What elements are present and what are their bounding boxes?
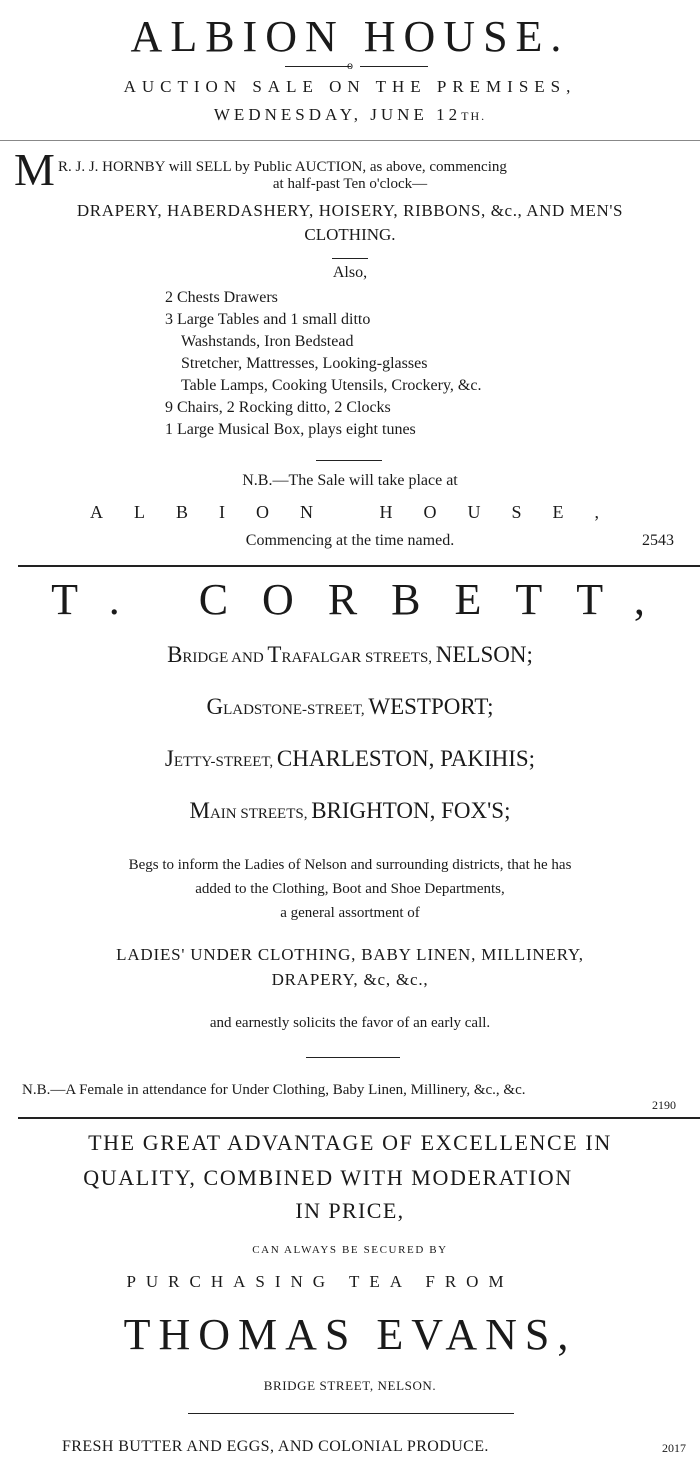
corbett-goods-line1: LADIES' UNDER CLOTHING, BABY LINEN, MILLINERY, [116, 945, 584, 964]
ad1-reference-number: 2543 [642, 532, 674, 549]
sale-date-suffix: TH. [461, 109, 487, 123]
loc1-cap1: B [167, 642, 183, 667]
item-3: Washstands, Iron Bedstead [181, 333, 354, 350]
auction-sale-subtitle: AUCTION SALE ON THE PREMISES, [123, 77, 577, 96]
location-charleston [0, 744, 700, 777]
corbett-nb-rule [306, 1057, 400, 1058]
evans-secured: CAN ALWAYS BE SECURED BY [252, 1244, 448, 1256]
small-rule [332, 258, 368, 259]
loc1-big: NELSON; [435, 642, 533, 667]
location-westport [0, 692, 700, 725]
ad2-reference-number: 2190 [652, 1098, 676, 1112]
loc4-cap: M [189, 798, 210, 823]
auction-body-line1: R. J. J. HORNBY will SELL by Public AUCTION, as above, commencing [58, 159, 507, 175]
corbett-solicit: and earnestly solicits the favor of an early call. [209, 1015, 491, 1031]
loc3-cap: J [164, 746, 174, 771]
loc3-sc: ETTY-STREET, [173, 754, 277, 770]
ornament-rule-right [360, 66, 428, 67]
evans-purchasing: PURCHASING TEA FROM [126, 1272, 514, 1291]
corbett-nb: N.B.—A Female in attendance for Under Clothing, Baby Linen, Millinery, &c., &c. [22, 1082, 526, 1098]
evans-rule [188, 1413, 514, 1414]
item-1: 2 Chests Drawers [165, 289, 278, 306]
evans-headline-2: QUALITY, COMBINED WITH MODERATION [83, 1165, 573, 1190]
venue-name: ALBION HOUSE, [90, 502, 630, 522]
thomas-evans-name: THOMAS EVANS, [123, 1310, 577, 1359]
albion-house-title: ALBION HOUSE. [130, 12, 570, 61]
loc1-sc2: RAFALGAR STREETS, [281, 650, 436, 666]
ad3-reference-number: 2017 [662, 1441, 686, 1455]
corbett-body-line1: Begs to inform the Ladies of Nelson and surrounding districts, that he has [128, 857, 572, 873]
auction-body-line2: at half-past Ten o'clock— [272, 176, 428, 192]
commencing-note: Commencing at the time named. [245, 532, 455, 549]
evans-headline-3: IN PRICE, [295, 1198, 405, 1223]
loc2-sc: LADSTONE-STREET, [223, 702, 369, 718]
evans-headline-1: THE GREAT ADVANTAGE OF EXCELLENCE IN [88, 1130, 612, 1155]
loc2-cap: G [206, 694, 224, 719]
loc4-big: BRIGHTON, FOX'S; [311, 798, 511, 823]
location-brighton [0, 796, 700, 829]
divider-2 [18, 1117, 700, 1119]
item-7: 1 Large Musical Box, plays eight tunes [165, 421, 416, 438]
item-2: 3 Large Tables and 1 small ditto [165, 311, 371, 328]
loc3-big: CHARLESTON, PAKIHIS; [276, 746, 536, 771]
nb-rule [316, 460, 382, 461]
loc4-sc: AIN STREETS, [209, 806, 312, 822]
goods-line2: CLOTHING. [304, 225, 396, 244]
corbett-title: T. CORBETT, [51, 575, 679, 624]
loc2-big: WESTPORT; [368, 694, 494, 719]
ornament: o [347, 58, 353, 72]
evans-produce: FRESH BUTTER AND EGGS, AND COLONIAL PRODUCE. [62, 1438, 489, 1455]
drop-cap: M [14, 144, 55, 195]
sale-date-main: WEDNESDAY, JUNE 12 [213, 105, 462, 124]
corbett-body-line2: added to the Clothing, Boot and Shoe Departments, [195, 881, 505, 897]
item-5: Table Lamps, Cooking Utensils, Crockery, &c. [181, 377, 482, 394]
location-nelson [0, 640, 700, 673]
item-6: 9 Chairs, 2 Rocking ditto, 2 Clocks [165, 399, 391, 416]
sale-date [0, 104, 700, 127]
also-label: Also, [332, 264, 368, 281]
corbett-goods-line2: DRAPERY, &c, &c., [271, 970, 429, 989]
loc1-sc1: RIDGE AND [182, 650, 268, 666]
loc1-cap2: T [267, 642, 282, 667]
nb-sale-location: N.B.—The Sale will take place at [242, 472, 458, 489]
ad1-top-rule [0, 140, 700, 141]
divider-1 [18, 565, 700, 567]
goods-line1: DRAPERY, HABERDASHERY, HOISERY, RIBBONS, &c., AND MEN'S [76, 201, 624, 220]
evans-address: BRIDGE STREET, NELSON. [263, 1378, 437, 1393]
corbett-body-line3: a general assortment of [280, 905, 420, 921]
item-4: Stretcher, Mattresses, Looking-glasses [181, 355, 428, 372]
